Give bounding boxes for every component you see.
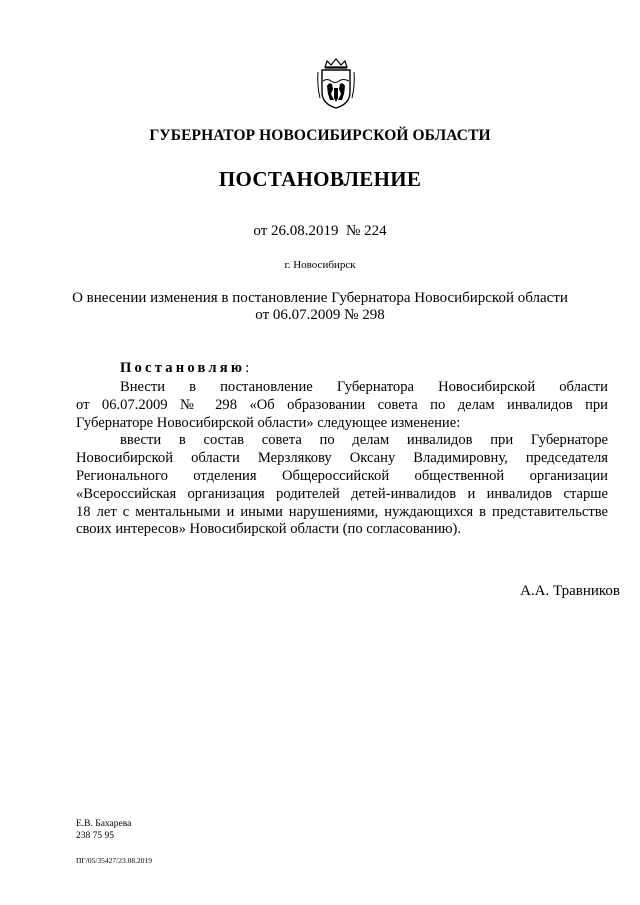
document-type: ПОСТАНОВЛЕНИЕ — [218, 167, 422, 191]
paragraph-2-line-1: ввести в состав совета по делам инвалидов при Губернаторе — [120, 432, 608, 448]
decree-colon: : — [245, 360, 250, 376]
title-line-2: от 06.07.2009 № 298 — [255, 307, 385, 323]
document-title — [0, 290, 640, 324]
paragraph-2-line-5: 18 лет с ментальными и иными нарушениями, нуждающихся в представительстве — [76, 504, 608, 520]
title-line-1: О внесении изменения в постановление Губернатора Новосибирской области — [72, 290, 568, 306]
paragraph-2-line-3: Регионального отделения Общероссийской общественной организации — [76, 468, 608, 484]
registration-number: ПГ/05/35427/23.08.2019 — [76, 856, 153, 865]
decree-label — [120, 360, 249, 377]
coat-of-arms-icon — [316, 58, 356, 110]
issuing-authority: ГУБЕРНАТОР НОВОСИБИРСКОЙ ОБЛАСТИ — [149, 127, 491, 144]
paragraph-1-line-1: Внести в постановление Губернатора Новосибирской области — [120, 379, 608, 395]
paragraph-1-line-3: Губернаторе Новосибирской области» следующее изменение: — [76, 415, 461, 431]
paragraph-2-line-2: Новосибирской области Мерзлякову Оксану Владимировну, председателя — [76, 450, 608, 466]
paragraph-2-line-6: своих интересов» Новосибирской области (по согласованию). — [76, 521, 462, 537]
paragraph-1-line-2: от 06.07.2009 № 298 «Об образовании совета по делам инвалидов при — [76, 397, 608, 413]
executor-phone: 238 75 95 — [76, 831, 114, 841]
date-and-number: от 26.08.2019 № 224 — [253, 223, 387, 239]
executor-name: Е.В. Бахарева — [76, 819, 132, 829]
paragraph-2-line-4: «Всероссийская организация родителей детей-инвалидов и инвалидов старше — [76, 486, 608, 502]
signatory-name: А.А. Травников — [520, 583, 620, 599]
decree-word: Постановляю — [120, 360, 246, 376]
city: г. Новосибирск — [284, 259, 356, 271]
